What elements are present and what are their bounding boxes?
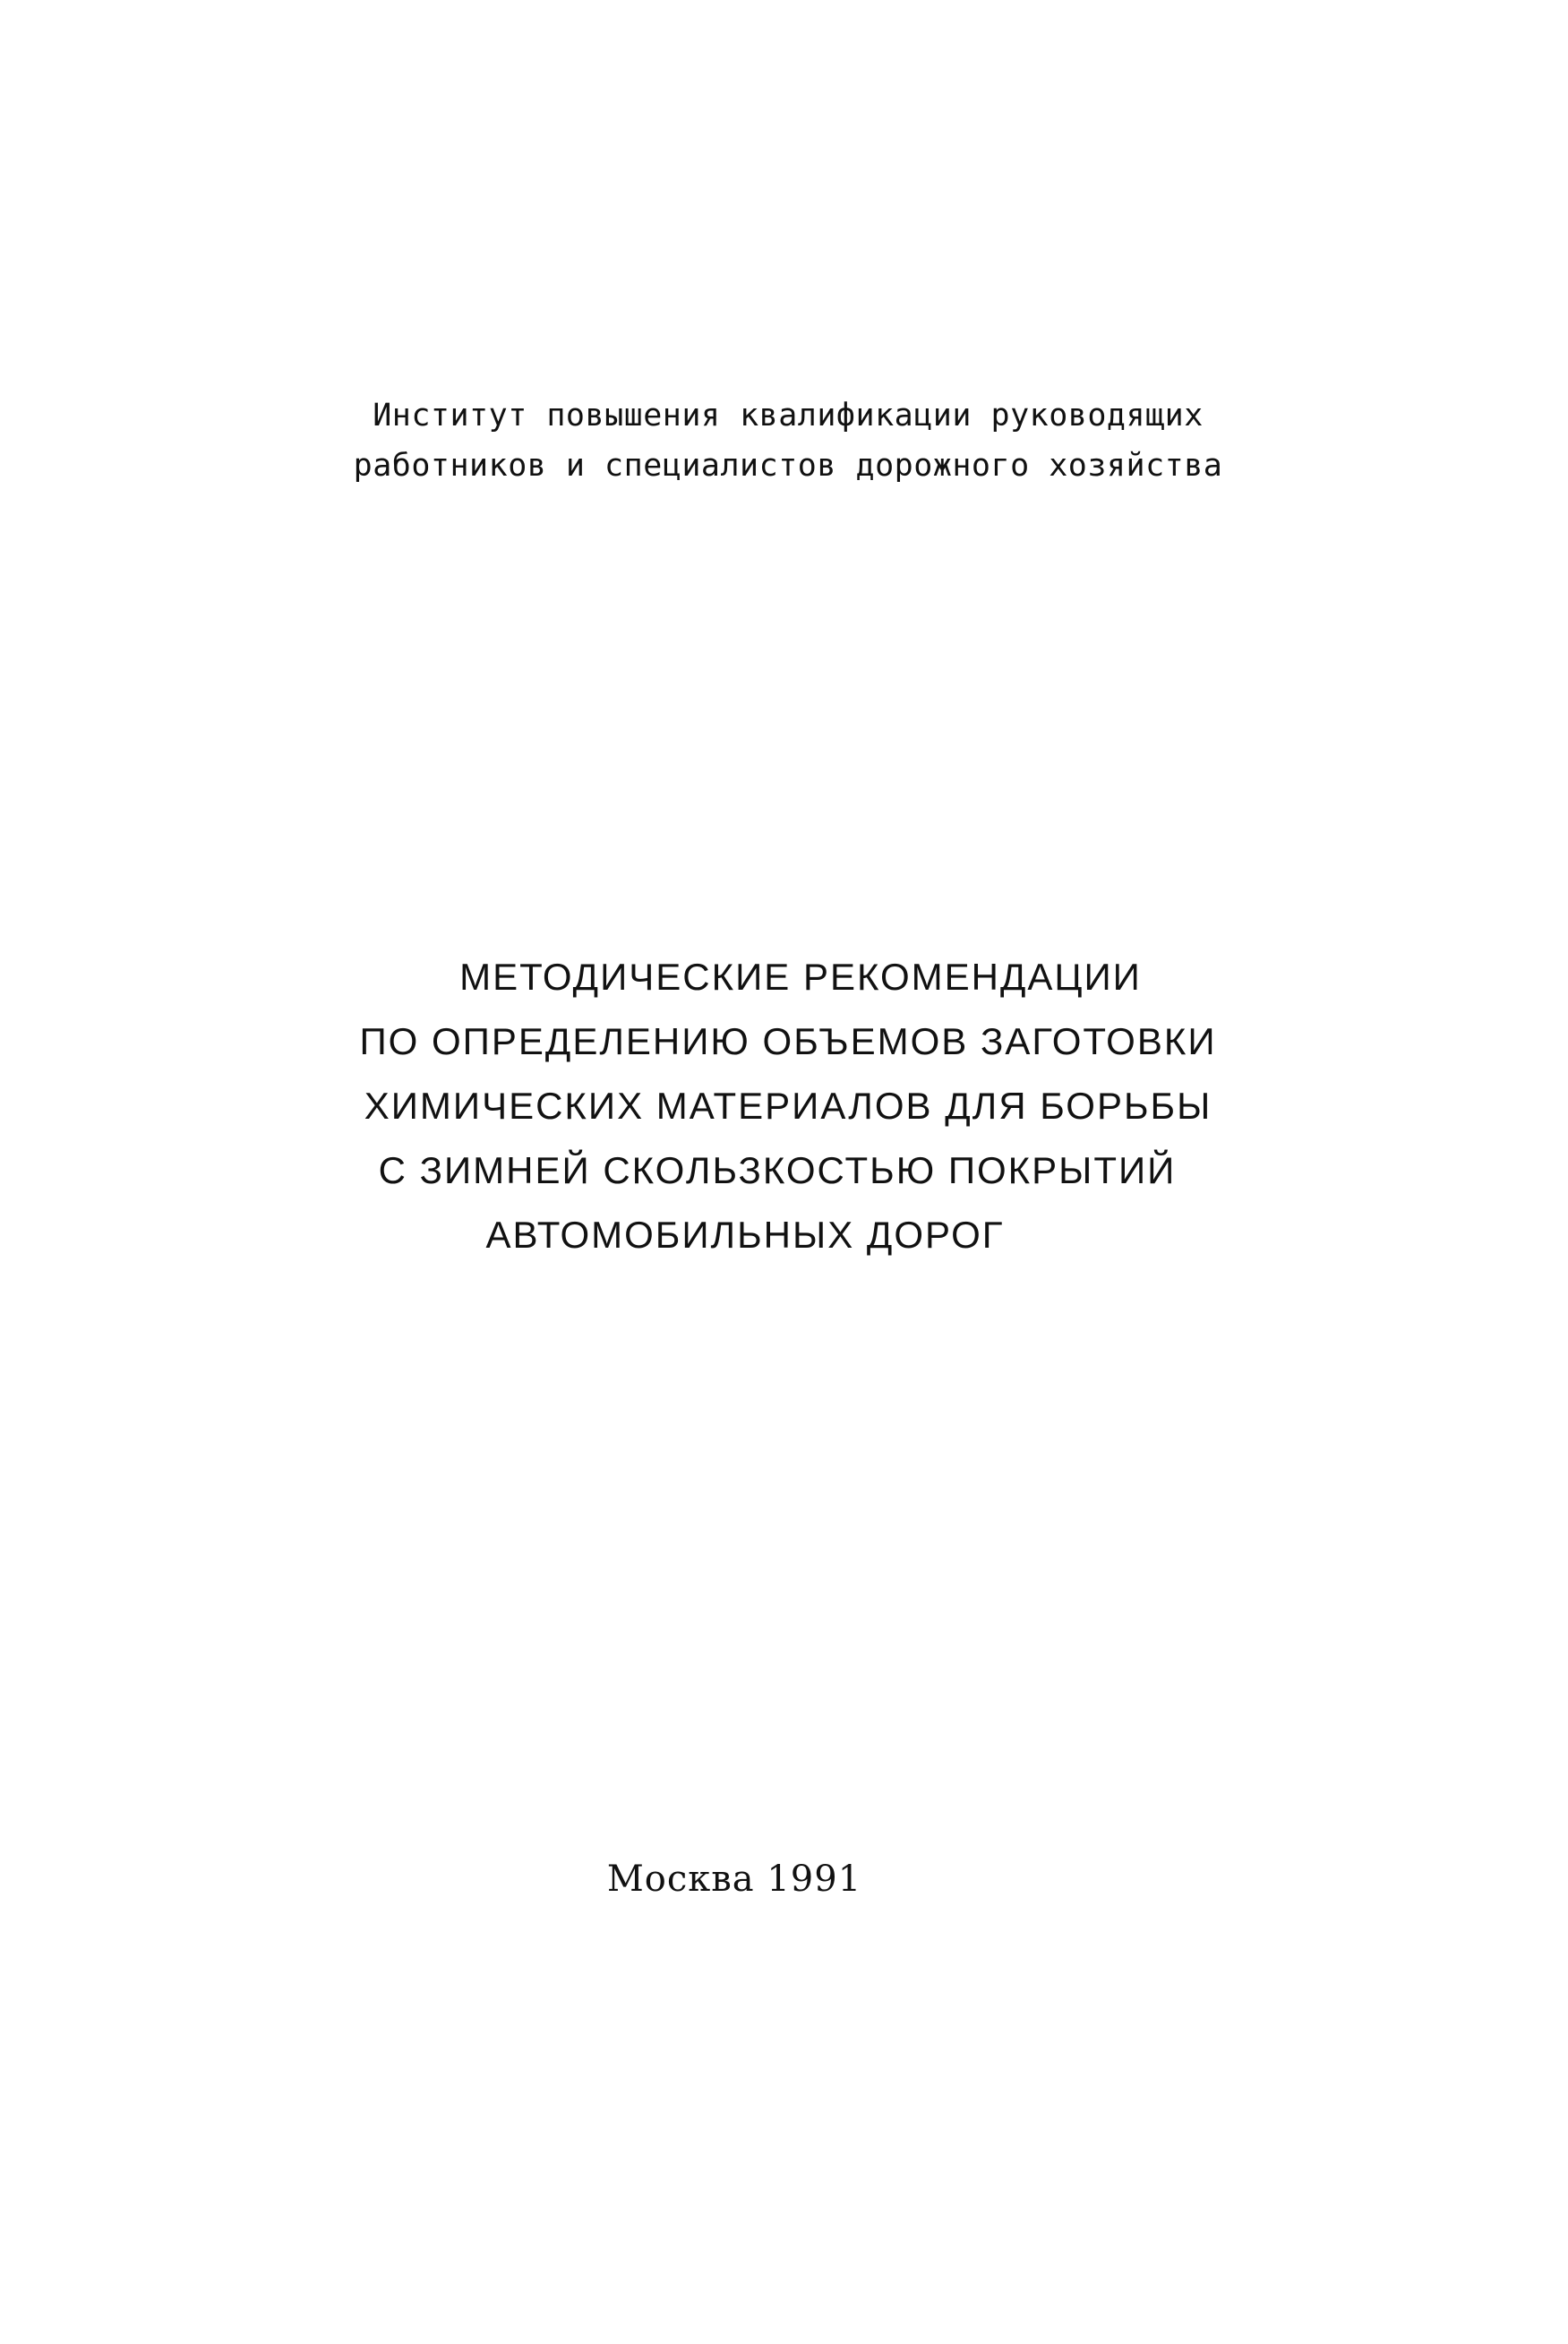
institute-name-line-1: Институт повышения квалификации руководящих <box>373 398 1204 434</box>
document-title-line-4: С ЗИМНЕЙ СКОЛЬЗКОСТЬЮ ПОКРЫТИЙ <box>378 1149 1177 1191</box>
document-title-line-5: АВТОМОБИЛЬНЫХ ДОРОГ <box>485 1214 1005 1256</box>
document-title <box>287 945 1290 1267</box>
institute-name-line-2: работников и специалистов дорожного хозяйства <box>353 448 1223 484</box>
place-and-year: Москва 1991 <box>606 1859 862 1900</box>
document-title-line-2: ПО ОПРЕДЕЛЕНИЮ ОБЪЕМОВ ЗАГОТОВКИ <box>359 1020 1217 1062</box>
institute-name <box>269 391 1307 491</box>
document-title-line-3: ХИМИЧЕСКИХ МАТЕРИАЛОВ ДЛЯ БОРЬБЫ <box>364 1085 1212 1127</box>
document-title-line-1: МЕТОДИЧЕСКИЕ РЕКОМЕНДАЦИИ <box>459 956 1142 998</box>
